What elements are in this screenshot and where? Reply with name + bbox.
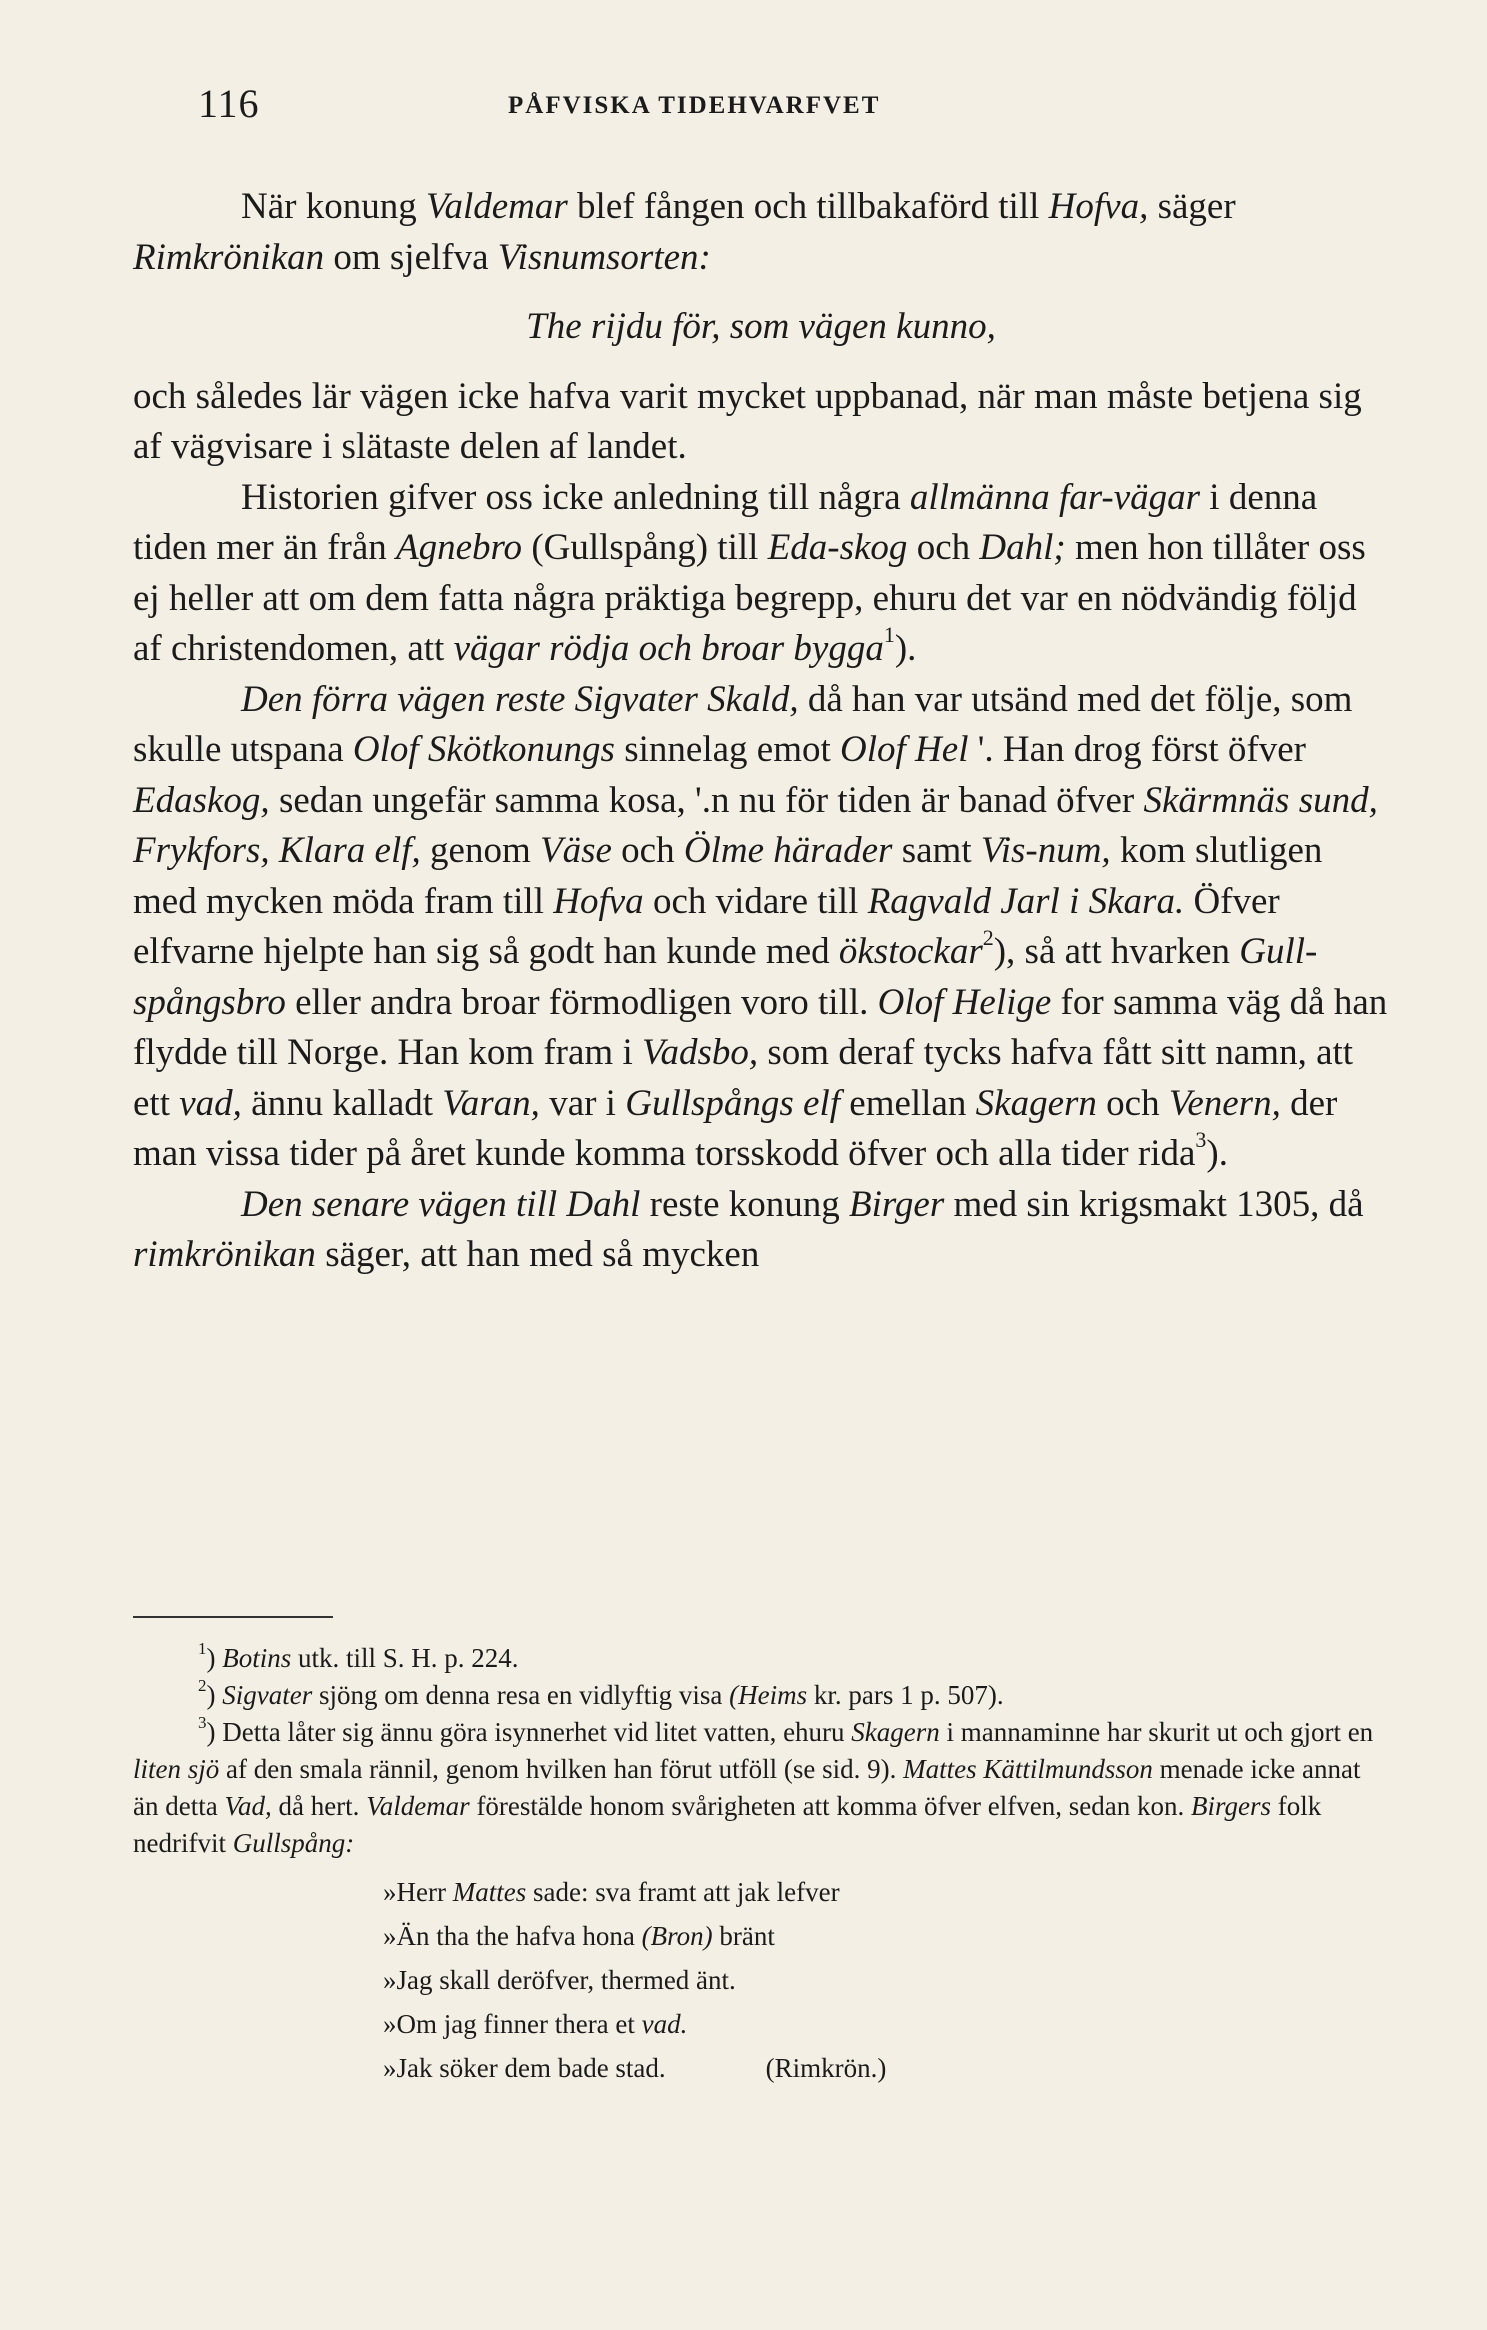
- paragraph-4: Den förra vägen reste Sigvater Skald, då han var utsänd med det följe, som skulle utspana Olof Skötkonungs sinnelag emot Olof Hel '. Han drog först öfver Edaskog, sedan ungefär samma kosa, '.n nu för tiden är banad öfver Skärmnäs sund, Frykfors, Klara elf, genom Väse och Ölme härader samt Vis-num, kom slutligen med mycken möda fram till Hofva och vidare till Ragvald Jarl i Skara. Öfver elfvarne hjelpte han sig så godt han kunde med ökstockar$^2$), så att hvarken Gull-spångsbro eller andra broar förmodligen voro till. Olof Helige for samma väg då han flydde till Norge. Han kom fram i Vadsbo, som deraf tycks hafva fått sitt namn, att ett vad, ännu kalladt Varan, var i Gullspångs elf emellan Skagern och Venern, der man vissa tider på året kunde komma torsskodd öfver och alla tider rida$^3$).: [133, 678, 1388, 1174]
- paragraph-1: När konung Valdemar blef fången och tillbakaförd till Hofva, säger Rimkrönikan om sjelfva Visnumsorten:: [133, 186, 1236, 278]
- footnote-2: $^2$) Sigvater sjöng om denna resa en vidlyftig visa (Heims kr. pars 1 p. 507).: [198, 1676, 1004, 1710]
- footnote-ref-1: 1: [883, 622, 895, 647]
- poem-line-5: »Jak söker dem bade stad. (Rimkrön.): [383, 2053, 887, 2083]
- paragraph-2: och således lär vägen icke hafva varit mycket uppbanad, när man måste betjena sig af vägvisare i slätaste delen af landet.: [133, 375, 1362, 467]
- footnote-ref-2: 2: [982, 925, 994, 950]
- poem-line-2: »Än tha the hafva hona (Bron) bränt: [383, 1921, 775, 1951]
- page-header: [198, 80, 1378, 126]
- poem-line-3: »Jag skall deröfver, thermed änt.: [383, 1965, 736, 1995]
- poem-line-4: »Om jag finner thera et vad.: [383, 2009, 688, 2039]
- poem-source: (Rimkrön.): [765, 2053, 887, 2083]
- quoted-poem: [133, 1870, 1389, 2090]
- footnote-1: $^1$) Botins utk. till S. H. p. 224.: [198, 1639, 519, 1673]
- paragraph-3: Historien gifver oss icke anledning till några allmänna far-vägar i denna tiden mer än från Agnebro (Gullspång) till Eda-skog och Dahl; men hon tillåter oss ej heller att om dem fatta några präktiga begrepp, ehuru det var en nödvändig följd af christendomen, att vägar rödja och broar bygga$^1$).: [133, 476, 1366, 669]
- main-text: [133, 182, 1389, 1281]
- page-number: 116: [198, 81, 260, 126]
- running-head: PÅFVISKA TIDEHVARFVET: [508, 92, 881, 119]
- paragraph-5: Den senare vägen till Dahl reste konung Birger med sin krigsmakt 1305, då rimkrönikan säger, att han med så mycken: [133, 1183, 1364, 1275]
- footnotes: [133, 1640, 1389, 2090]
- footnote-ref-3: 3: [1195, 1127, 1207, 1152]
- footnote-divider: [133, 1616, 333, 1618]
- quoted-verse: The rijdu för, som vägen kunno,: [526, 306, 996, 347]
- footnote-3: $^3$) Detta låter sig ännu göra isynnerhet vid litet vatten, ehuru Skagern i mannaminne har skurit ut och gjort en liten sjö af den smala rännil, genom hvilken han förut utföll (se sid. 9). Mattes Kättilmundsson menade icke annat än detta Vad, då hert. Valdemar förestälde honom svårigheten att komma öfver elfven, sedan kon. Birgers folk nedrifvit Gullspång:: [133, 1713, 1374, 1858]
- poem-line-1: »Herr Mattes sade: sva framt att jak lefver: [383, 1877, 840, 1907]
